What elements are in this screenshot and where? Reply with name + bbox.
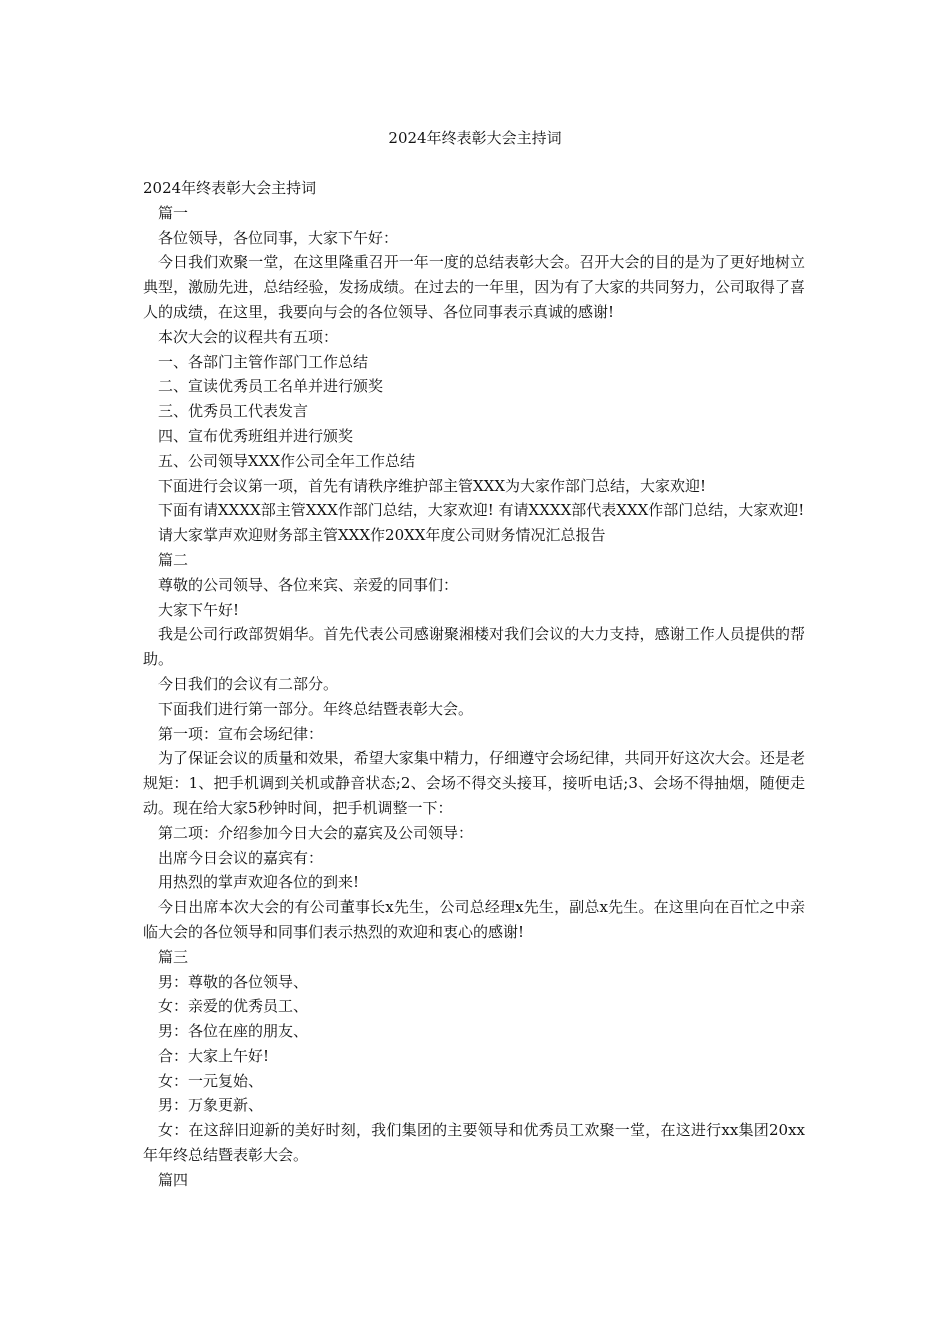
paragraph: 第二项：介绍参加今日大会的嘉宾及公司领导：	[158, 823, 474, 842]
agenda-item: 四、宣布优秀班组并进行颁奖	[158, 426, 354, 445]
paragraph: 用热烈的掌声欢迎各位的到来!	[158, 873, 360, 892]
dialogue-line: 男：尊敬的各位领导、	[158, 972, 309, 991]
subtitle: 2024年终表彰大会主持词	[143, 179, 317, 197]
section-heading: 篇三	[158, 947, 189, 966]
agenda-item: 一、各部门主管作部门工作总结	[158, 352, 369, 371]
paragraph: 下面有请XXXX部主管XXX作部门总结，大家欢迎! 有请XXXX部代表XXX作部门总结，大家欢迎!	[158, 501, 805, 520]
paragraph: 今日我们的会议有二部分。	[158, 674, 339, 693]
section-heading: 篇一	[158, 203, 189, 222]
paragraph: 第一项：宣布会场纪律：	[158, 724, 324, 743]
paragraph: 我是公司行政部贺娟华。首先代表公司感谢聚湘楼对我们会议的大力支持，感谢工作人员提供的帮助。	[143, 625, 805, 669]
paragraph: 尊敬的公司领导、各位来宾、亲爱的同事们：	[158, 575, 459, 594]
dialogue-line: 女：在这辞旧迎新的美好时刻，我们集团的主要领导和优秀员工欢聚一堂，在这进行xx集团20xx年年终总结暨表彰大会。	[143, 1121, 805, 1165]
agenda-item: 二、宣读优秀员工名单并进行颁奖	[158, 377, 384, 396]
agenda-item: 五、公司领导XXX作公司全年工作总结	[158, 451, 416, 470]
paragraph: 请大家掌声欢迎财务部主管XXX作20XX年度公司财务情况汇总报告	[158, 526, 606, 545]
page-title: 2024年终表彰大会主持词	[388, 129, 562, 147]
dialogue-line: 男：万象更新、	[158, 1096, 264, 1115]
paragraph: 各位领导，各位同事，大家下午好：	[158, 228, 399, 247]
dialogue-line: 男：各位在座的朋友、	[158, 1022, 309, 1041]
paragraph: 大家下午好!	[158, 600, 240, 619]
section-heading: 篇二	[158, 550, 189, 569]
paragraph: 今日出席本次大会的有公司董事长x先生，公司总经理x先生，副总x先生。在这里向在百忙之中亲临大会的各位领导和同事们表示热烈的欢迎和衷心的感谢!	[143, 898, 805, 941]
document-body	[143, 176, 805, 1193]
dialogue-line: 女：亲爱的优秀员工、	[158, 997, 309, 1016]
paragraph: 为了保证会议的质量和效果，希望大家集中精力，仔细遵守会场纪律，共同开好这次大会。还是老规矩：1、把手机调到关机或静音状态;2、会场不得交头接耳，接听电话;3、会场不得抽烟，随便走动。现在给大家5秒钟时间，把手机调整一下：	[143, 749, 805, 817]
paragraph: 下面我们进行第一部分。年终总结暨表彰大会。	[158, 699, 474, 718]
section-heading: 篇四	[158, 1170, 189, 1189]
agenda-item: 三、优秀员工代表发言	[158, 402, 309, 421]
paragraph: 今日我们欢聚一堂，在这里隆重召开一年一度的总结表彰大会。召开大会的目的是为了更好地树立典型，激励先进，总结经验，发扬成绩。在过去的一年里，因为有了大家的共同努力，公司取得了喜人的成绩，在这里，我要向与会的各位领导、各位同事表示真诚的感谢!	[143, 253, 805, 321]
paragraph: 本次大会的议程共有五项：	[158, 327, 339, 346]
paragraph: 出席今日会议的嘉宾有：	[158, 848, 324, 867]
paragraph: 下面进行会议第一项，首先有请秩序维护部主管XXX为大家作部门总结，大家欢迎!	[158, 476, 707, 495]
dialogue-line: 合：大家上午好!	[158, 1046, 270, 1065]
dialogue-line: 女：一元复始、	[158, 1071, 264, 1090]
